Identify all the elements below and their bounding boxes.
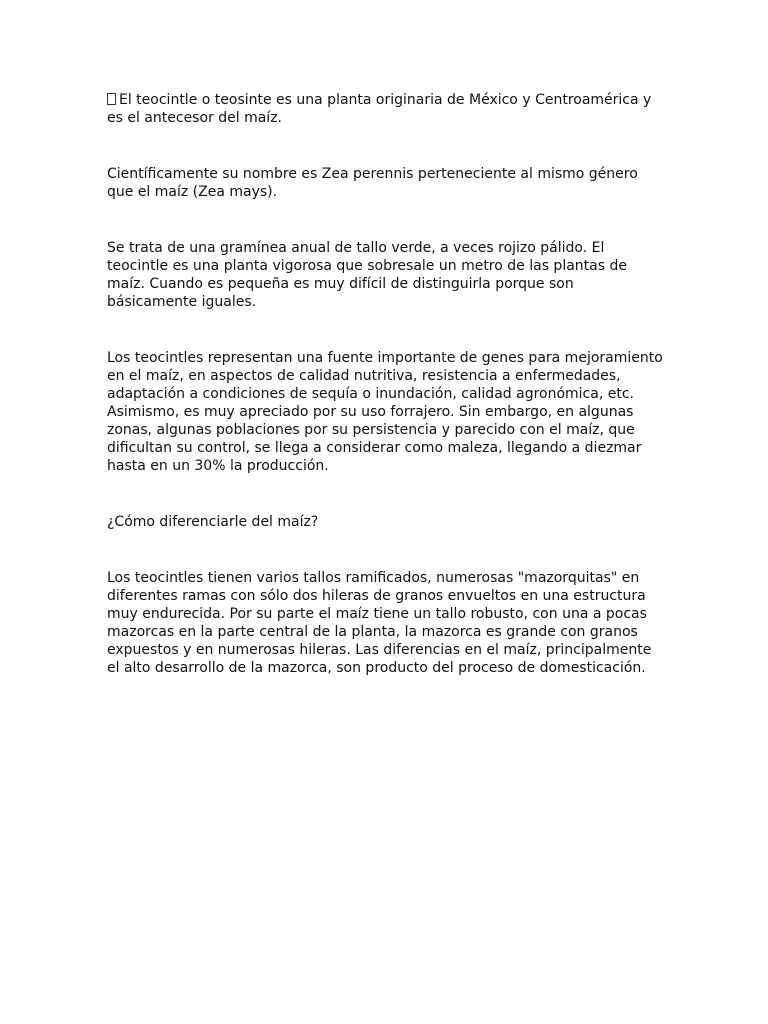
paragraph-intro [107,91,667,127]
paragraph-genetic-value: Los teocintles representan una fuente importante de genes para mejoramiento en el maíz, en aspectos de calidad nutritiva, resistencia a enfermedades, adaptación a condiciones de sequía o inundación, calidad agronómica, etc. Asimismo, es muy apreciado por su uso forrajero. Sin embargo, en algunas zonas, algunas poblaciones por su persistencia y parecido con el maíz, que dificultan su control, se llega a considerar como maleza, llegando a diezmar hasta en un 30% la producción. [107,350,663,474]
paragraph-question: ¿Cómo diferenciarle del maíz? [107,514,319,530]
paragraph-scientific-name: Científicamente su nombre es Zea perennis perteneciente al mismo género que el maíz (Zea mays). [107,166,638,200]
paragraph-differences: Los teocintles tienen varios tallos ramificados, numerosas "mazorquitas" en diferentes ramas con sólo dos hileras de granos envueltos en una estructura muy endurecida. Por su parte el maíz tiene un tallo robusto, con una a pocas mazorcas en la parte central de la planta, la mazorca es grande con granos expuestos y en numerosas hileras. Las diferencias en el maíz, principalmente el alto desarrollo de la mazorca, son producto del proceso de domesticación. [107,570,652,676]
missing-glyph-icon [107,93,116,105]
paragraph-description: Se trata de una gramínea anual de tallo verde, a veces rojizo pálido. El teocintle es una planta vigorosa que sobresale un metro de las plantas de maíz. Cuando es pequeña es muy difícil de distinguirla porque son básicamente iguales. [107,240,627,310]
paragraph-intro-text: El teocintle o teosinte es una planta originaria de México y Centroamérica y es el antecesor del maíz. [107,92,652,126]
